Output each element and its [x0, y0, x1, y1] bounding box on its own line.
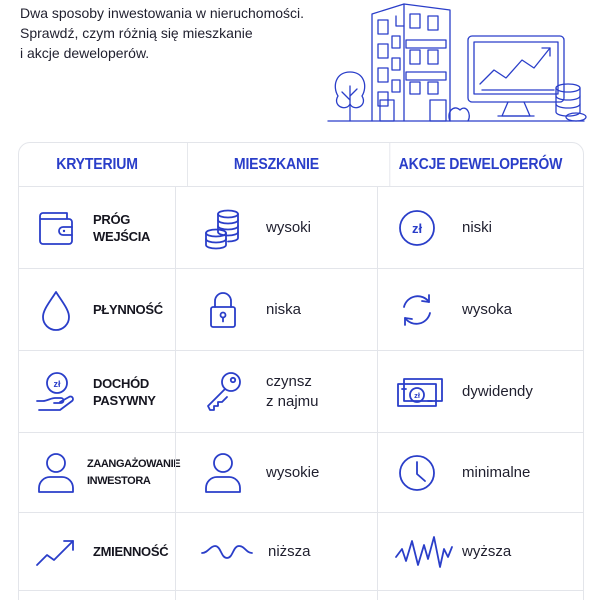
flat-value: niższa — [268, 542, 311, 560]
criterion-label — [93, 211, 150, 245]
person-icon — [33, 450, 79, 496]
flat-value: wysokie — [266, 463, 320, 481]
shares-value: wyższa — [462, 542, 512, 560]
shares-cell — [377, 351, 583, 432]
criterion-line: ZAANGAŻOWANIE — [87, 457, 181, 470]
header-criterion: KRYTERIUM — [56, 155, 138, 173]
comparison-table — [18, 142, 584, 600]
criterion-cell — [19, 433, 181, 512]
flat-value-line: z najmu — [266, 392, 319, 410]
shares-value: niski — [462, 218, 493, 236]
table-header — [19, 143, 583, 187]
intro-line-1: Dwa sposoby inwestowania w nieruchomości. — [20, 5, 305, 21]
apartment-building-icon — [372, 4, 450, 121]
criterion-line: PRÓG — [93, 211, 131, 227]
person-icon — [200, 450, 246, 496]
flat-cell — [175, 351, 377, 432]
flat-value-line: czynsz — [266, 372, 312, 390]
flat-value — [266, 372, 319, 412]
criterion-cell — [19, 269, 175, 350]
trend-arrow-icon — [33, 529, 79, 575]
header-flat: MIESZKANIE — [187, 143, 365, 186]
shares-value: wysoka — [462, 300, 513, 318]
flat-cell — [175, 513, 377, 590]
criterion-line: WEJŚCIA — [93, 228, 151, 244]
gentle-wave-icon — [200, 529, 254, 575]
refresh-arrows-icon — [394, 287, 440, 333]
criterion-cell — [19, 351, 175, 432]
table-row — [19, 591, 583, 600]
monitor-chart-icon — [468, 36, 564, 116]
table-row — [19, 513, 583, 591]
table-row — [19, 269, 583, 351]
intro-line-2: Sprawdź, czym różnią się mieszkanie — [20, 25, 253, 41]
shares-cell — [377, 513, 583, 590]
shares-cell — [377, 591, 583, 600]
criterion-label: PŁYNNOŚĆ — [93, 302, 163, 317]
intro-text — [20, 3, 320, 63]
hand-coin-icon — [33, 369, 79, 415]
criterion-line: PASYWNY — [93, 392, 156, 408]
shares-value: dywidendy — [462, 382, 533, 400]
shares-value: minimalne — [462, 463, 531, 481]
key-icon — [200, 369, 246, 415]
shares-cell — [377, 187, 583, 268]
coin-stack-icon — [200, 205, 246, 251]
flat-value: wysoki — [266, 218, 312, 236]
clock-icon — [394, 450, 440, 496]
criterion-cell — [19, 513, 175, 590]
table-row — [19, 187, 583, 269]
flat-cell — [175, 591, 377, 600]
criterion-cell — [19, 187, 175, 268]
flat-cell — [175, 187, 377, 268]
criterion-line: DOCHÓD — [93, 375, 149, 391]
intro-line-3: i akcje deweloperów. — [20, 45, 150, 61]
criterion-cell — [19, 591, 175, 600]
header-developer-shares: AKCJE DEWELOPERÓW — [389, 143, 570, 186]
shares-cell — [377, 269, 583, 350]
svg-text:zł: zł — [414, 390, 420, 400]
shares-cell — [377, 433, 583, 512]
tree-icon — [335, 72, 364, 121]
padlock-icon — [200, 287, 246, 333]
flat-cell — [175, 269, 377, 350]
criterion-label — [87, 456, 180, 490]
wallet-icon — [33, 205, 79, 251]
table-row — [19, 351, 583, 433]
svg-text:zł: zł — [53, 378, 61, 389]
flat-value: niska — [266, 300, 302, 318]
table-row — [19, 433, 583, 513]
svg-text:zł: zł — [411, 220, 423, 236]
criterion-line: INWESTORA — [87, 474, 151, 487]
banknotes-icon — [394, 369, 446, 415]
droplet-icon — [33, 287, 79, 333]
criterion-label: ZMIENNOŚĆ — [93, 544, 169, 559]
flat-cell — [175, 433, 377, 512]
zloty-coin-icon — [394, 205, 440, 251]
volatile-wave-icon — [394, 529, 454, 575]
hero-illustration — [322, 0, 590, 128]
criterion-label — [93, 375, 156, 409]
